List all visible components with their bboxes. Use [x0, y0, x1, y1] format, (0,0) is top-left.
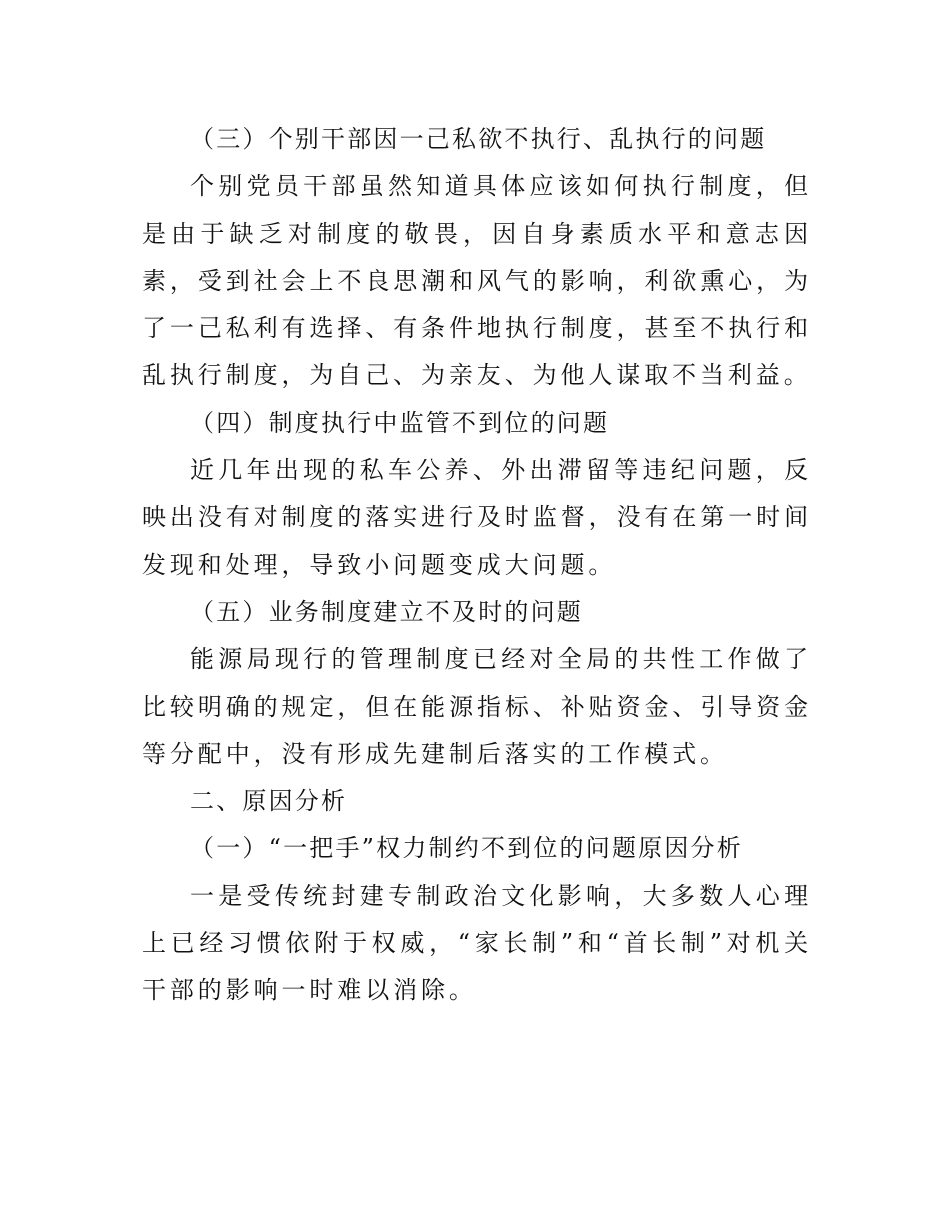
section-heading-4: （四）制度执行中监管不到位的问题 [190, 408, 610, 437]
section-heading-3: （三）个别干部因一己私欲不执行、乱执行的问题 [190, 125, 767, 153]
section-paragraph-5: 能源局现行的管理制度已经对全局的共性工作做了比较明确的规定，但在能源指标、补贴资金、引导资金等分配中，没有形成先建制后落实的工作模式。 [142, 645, 812, 768]
document-body [142, 116, 812, 1015]
subsection-paragraph-2-1: 一是受传统封建专制政治文化影响，大多数人心理上已经习惯依附于权威，“家长制”和“首长制”对机关干部的影响一时难以消除。 [142, 881, 812, 1005]
section-heading-5: （五）业务制度建立不及时的问题 [190, 597, 583, 626]
section-paragraph-4: 近几年出现的私车公养、外出滞留等违纪问题，反映出没有对制度的落实进行及时监督，没有在第一时间发现和处理，导致小问题变成大问题。 [142, 456, 812, 579]
part-heading-2: 二、原因分析 [190, 787, 348, 816]
subsection-heading-2-1: （一）“一把手”权力制约不到位的问题原因分析 [190, 834, 743, 863]
section-paragraph-3: 个别党员干部虽然知道具体应该如何执行制度，但是由于缺乏对制度的敬畏，因自身素质水平和意志因素，受到社会上不良思潮和风气的影响，利欲熏心，为了一己私利有选择、有条件地执行制度，甚至不执行和乱执行制度，为自己、为亲友、为他人谋取不当利益。 [142, 172, 812, 390]
